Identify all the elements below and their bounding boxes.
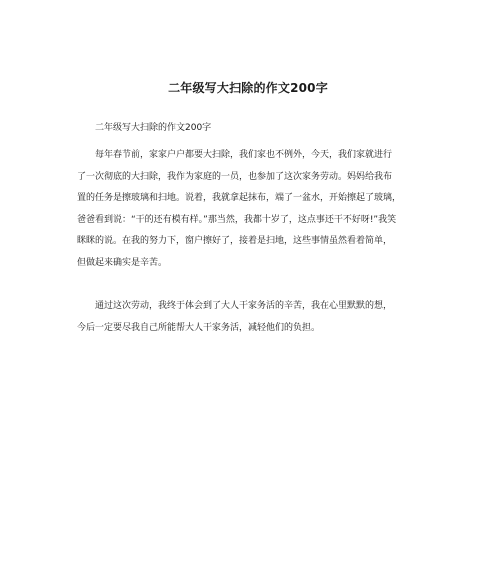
paragraph-line: 通过这次劳动，我终于体会到了大人干家务活的辛苦，我在心里默默的想， [95, 301, 393, 311]
document-subtitle: 二年级写大扫除的作文200字 [95, 123, 212, 133]
paragraph-line: 爸爸看到说：“干的还有模有样。”那当然，我都十岁了，这点事还干不好呀!”我笑 [77, 214, 397, 225]
paragraph-1 [77, 145, 433, 274]
paragraph-2 [77, 296, 433, 339]
paragraph-line: 眯眯的说。在我的努力下，窗户擦好了，接着是扫地，这些事情虽然看着简单， [77, 236, 393, 246]
paragraph-line: 置的任务是擦玻璃和扫地。说着，我就拿起抹布，端了一盆水，开始擦起了玻璃， [77, 193, 402, 203]
paragraph-line: 了一次彻底的大扫除，我作为家庭的一员，也参加了这次家务劳动。妈妈给我布 [77, 171, 393, 182]
paragraph-line: 但做起来确实是辛苦。 [77, 257, 168, 268]
paragraph-line: 今后一定要尽我自己所能帮大人干家务活，减轻他们的负担。 [77, 322, 321, 333]
document-title: 二年级写大扫除的作文200字 [168, 81, 328, 95]
paragraph-line: 每年春节前，家家户户都要大扫除，我们家也不例外，今天，我们家就进行 [95, 150, 393, 160]
